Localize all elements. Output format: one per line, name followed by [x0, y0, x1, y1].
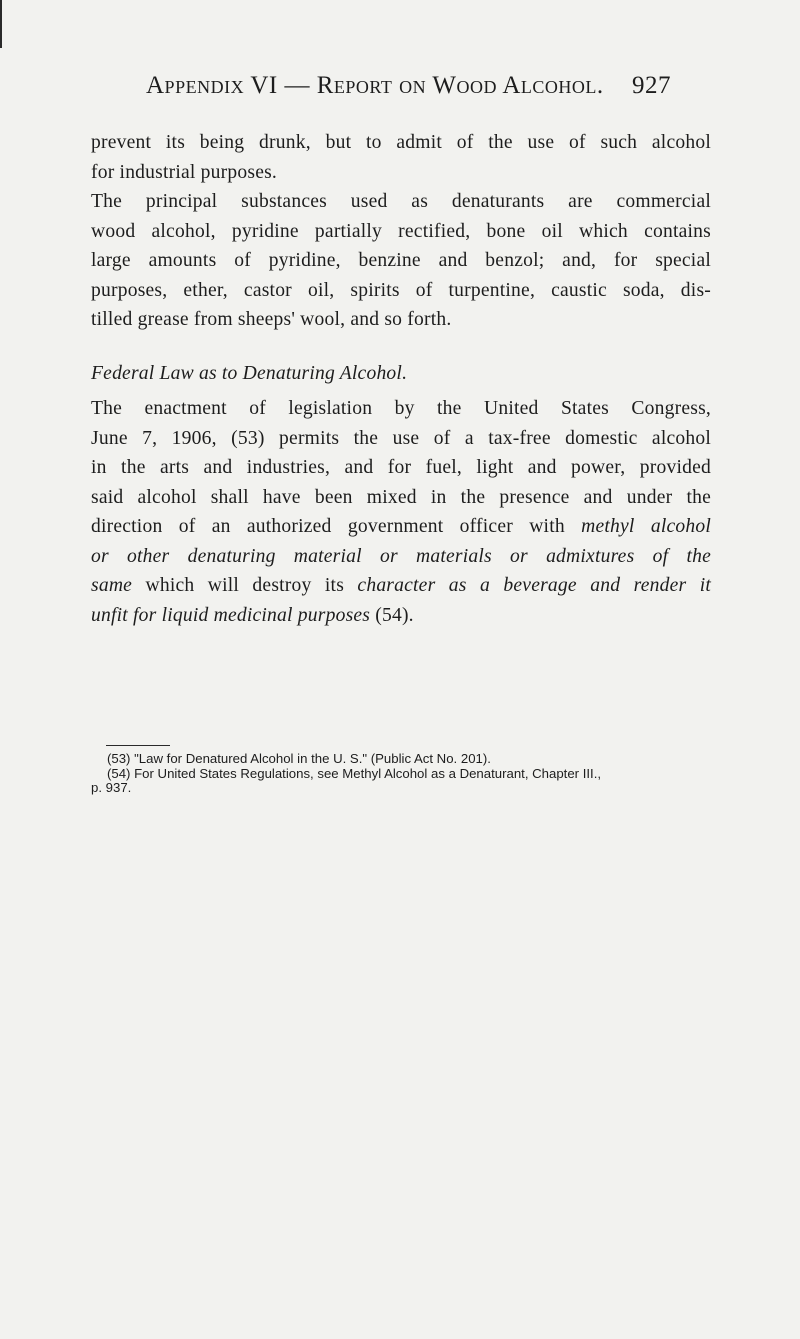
body-line: [91, 571, 711, 601]
page-number: 927: [632, 72, 671, 99]
body-line: in the arts and industries, and for fuel, light and power, provided: [91, 457, 711, 478]
italic-text: or other denaturing material or materials or admixtures of the: [91, 545, 711, 567]
body-line: wood alcohol, pyridine partially rectified, bone oil which contains: [91, 220, 711, 242]
body-line: [91, 542, 711, 572]
page-edge-mark: [0, 0, 2, 48]
running-head-title: Appendix VI — Report on Wood Alcohol.: [146, 72, 604, 99]
italic-text: same: [91, 575, 133, 596]
footnote-53: (53) "Law for Denatured Alcohol in the U. S." (Public Act No. 201).: [107, 751, 491, 766]
body-line: The enactment of legislation by the United States Congress,: [91, 398, 711, 419]
roman-text: (54).: [370, 604, 414, 626]
footnote-54-continuation: p. 937.: [91, 780, 132, 796]
roman-text: which will destroy its: [132, 575, 358, 596]
italic-text: methyl alcohol: [581, 516, 711, 537]
footnote-54: (54) For United States Regulations, see Methyl Alcohol as a Denaturant, Chapter III.,: [107, 765, 602, 781]
body-line: [91, 512, 711, 542]
running-head: [146, 72, 671, 112]
footnote-rule: [106, 745, 170, 746]
body-text: [91, 128, 711, 630]
body-line: said alcohol shall have been mixed in the presence and under the: [91, 486, 711, 508]
body-line: prevent its being drunk, but to admit of the use of such alcohol: [91, 132, 711, 153]
footnotes: [91, 752, 711, 796]
body-line: [91, 601, 711, 631]
body-line: The principal substances used as denaturants are commercial: [91, 191, 711, 212]
body-line: June 7, 1906, (53) permits the use of a tax-free domestic alcohol: [91, 427, 711, 449]
body-line: tilled grease from sheeps' wool, and so forth.: [91, 309, 452, 330]
roman-text: direction of an authorized government officer with: [91, 516, 582, 537]
body-line: for industrial purposes.: [91, 161, 278, 183]
italic-text: unfit for liquid medicinal purposes: [91, 604, 371, 626]
body-line: purposes, ether, castor oil, spirits of turpentine, caustic soda, dis-: [91, 279, 711, 301]
section-heading: Federal Law as to Denaturing Alcohol.: [91, 362, 408, 384]
body-line: large amounts of pyridine, benzine and benzol; and, for special: [91, 250, 711, 271]
italic-text: character as a beverage and render it: [357, 575, 711, 596]
